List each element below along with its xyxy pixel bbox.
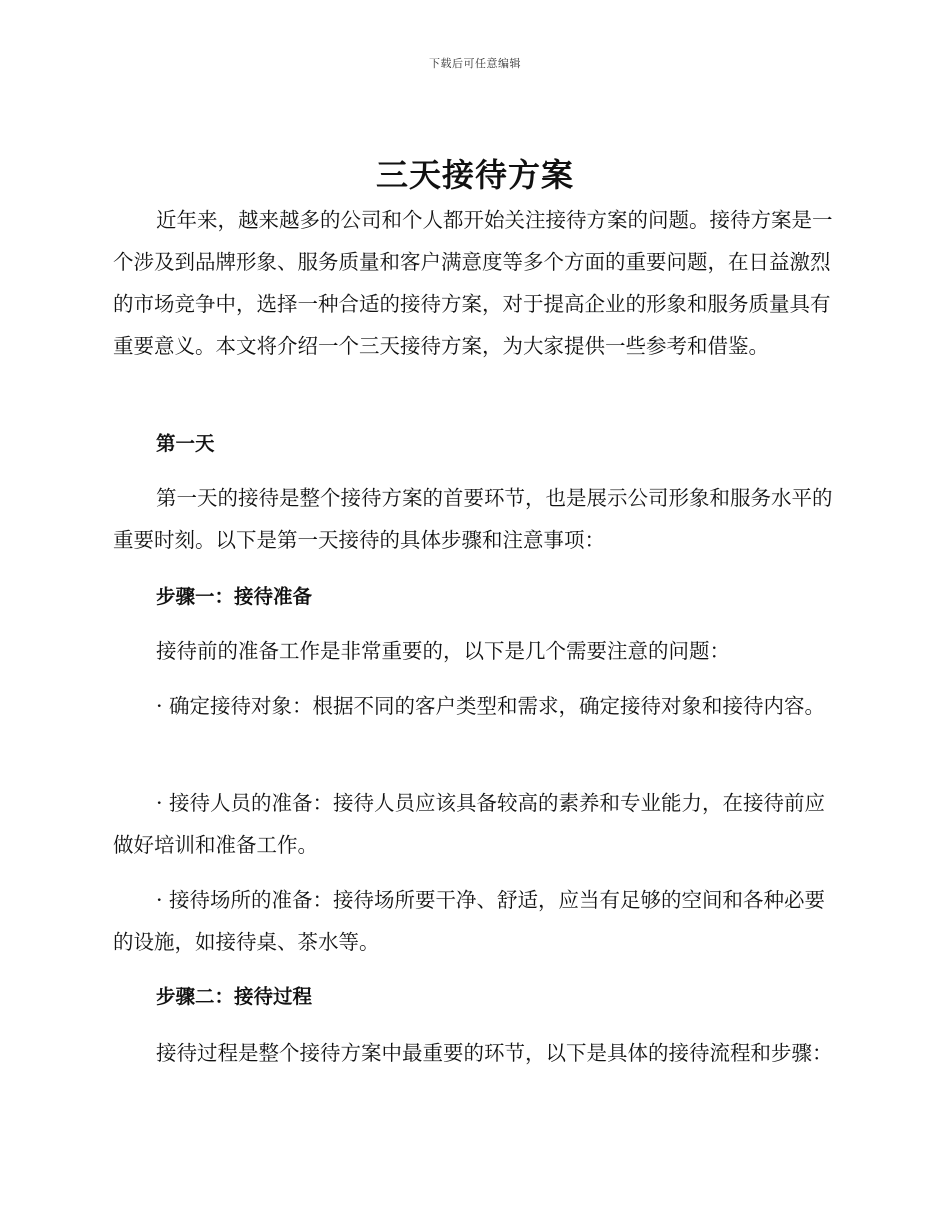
page-title: 三天接待方案 [375,156,574,194]
bullet-item: · 接待场所的准备：接待场所要干净、舒适，应当有足够的空间和各种必要的设施，如接待桌、茶水等。 [113,888,826,954]
bullet-item: · 接待人员的准备：接待人员应该具备较高的素养和专业能力，在接待前应做好培训和准备工作。 [113,791,826,857]
heading-step2: 步骤二：接待过程 [156,985,313,1008]
header-note: 下载后可任意编辑 [429,57,521,70]
intro-paragraph: 近年来，越来越多的公司和个人都开始关注接待方案的问题。接待方案是一个涉及到品牌形象、服务质量和客户满意度等多个方面的重要问题，在日益激烈的市场竞争中，选择一种合适的接待方案，对于提高企业的形象和服务质量具有重要意义。本文将介绍一个三天接待方案，为大家提供一些参考和借鉴。 [113,208,833,358]
step1-intro-paragraph: 接待前的准备工作是非常重要的，以下是几个需要注意的问题： [156,639,730,663]
heading-step1: 步骤一：接待准备 [156,585,313,608]
bullet-item: · 确定接待对象：根据不同的客户类型和需求，确定接待对象和接待内容。 [156,694,826,718]
heading-day1: 第一天 [156,432,215,455]
step2-intro-paragraph: 接待过程是整个接待方案中最重要的环节，以下是具体的接待流程和步骤： [156,1041,833,1065]
day1-intro-paragraph: 第一天的接待是整个接待方案的首要环节，也是展示公司形象和服务水平的重要时刻。以下是第一天接待的具体步骤和注意事项： [113,486,833,552]
